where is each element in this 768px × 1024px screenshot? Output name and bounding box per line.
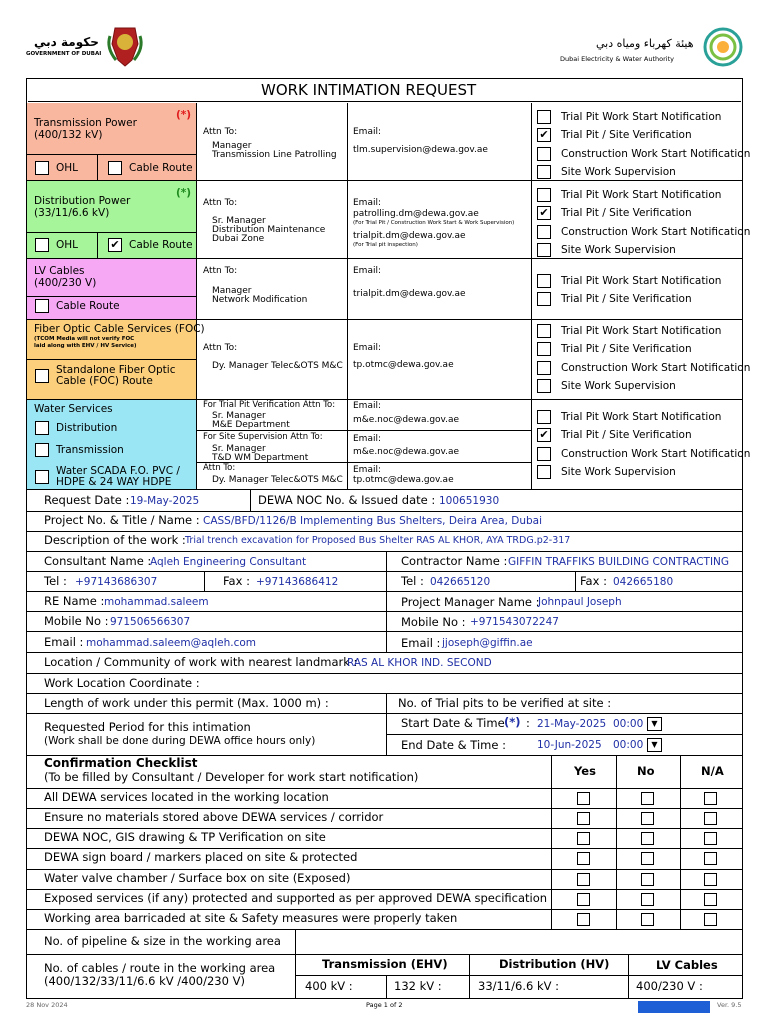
end-date-value[interactable]: 10-Jun-2025 [537,739,602,751]
noc-value[interactable]: 100651930 [439,495,500,507]
transmission-cable-route-checkbox[interactable] [108,161,122,175]
checklist-item-label: Ensure no materials stored above DEWA services / corridor [44,810,384,824]
checklist-na-checkbox[interactable] [704,812,717,825]
lv-attn-line2: Network Modification [212,295,308,305]
checklist-no-checkbox[interactable] [641,832,654,845]
work-desc-label: Description of the work : [44,533,186,547]
end-time-dropdown[interactable] [647,738,662,752]
water-attn2-line2: T&D WM Department [212,453,309,463]
checklist-na-checkbox[interactable] [704,873,717,886]
lv-email: trialpit.dm@dewa.gov.ae [353,289,466,299]
foc-email: tp.otmc@dewa.gov.ae [353,360,454,370]
consultant-label: Consultant Name : [44,554,152,568]
distribution-notif-supervision-checkbox[interactable] [537,243,551,257]
contractor-value[interactable]: GIFFIN TRAFFIKS BUILDING CONTRACTING [508,556,730,568]
consultant-tel-label: Tel : [44,574,67,588]
lv-attn-label: Attn To: [203,266,238,276]
water-notif-site-verification-checkbox[interactable]: ✔ [537,428,551,442]
distribution-attn-line2: Distribution Maintenance [212,225,326,235]
title-bar [28,80,741,102]
distribution-email: patrolling.dm@dewa.gov.ae [353,209,479,219]
checklist-title: Confirmation Checklist [44,756,198,770]
distribution-asterisk: (*) [176,187,192,199]
foc-notif-construction-start: Construction Work Start Notification [561,362,751,374]
lv-voltage: (400/230 V) [34,277,97,289]
foc-notif-construction-start-checkbox[interactable] [537,361,551,375]
lv-cable-route-checkbox[interactable] [35,299,49,313]
pm-value[interactable]: Johnpaul Joseph [538,596,622,608]
checklist-no-checkbox[interactable] [641,913,654,926]
foc-standalone-line1: Standalone Fiber Optic [56,364,176,376]
foc-standalone-checkbox[interactable] [35,369,49,383]
coordinate-label: Work Location Coordinate : [44,676,200,690]
lv-notif-trial-pit-start-checkbox[interactable] [537,274,551,288]
period-label: Requested Period for this intimation [44,720,251,734]
transmission-attn-label: Attn To: [203,127,238,137]
location-label: Location / Community of work with nearest landmark : [44,655,358,669]
distribution-notif-site-verification-checkbox[interactable]: ✔ [537,206,551,220]
contractor-fax-value[interactable]: 042665180 [613,576,674,588]
distribution-notif-construction-start: Construction Work Start Notification [561,226,751,238]
contractor-tel-label: Tel : [401,574,424,588]
transmission-notif-trial-pit-start: Trial Pit Work Start Notification [561,111,722,123]
water-transmission-checkbox[interactable] [35,443,49,457]
contractor-email-label: Email : [401,636,441,650]
dewa-emblem-icon [702,26,744,68]
transmission-voltage: (400/132 kV) [34,129,103,141]
consultant-fax-value[interactable]: +97143686412 [256,576,339,588]
distribution-email-label: Email: [353,198,382,208]
distribution-notif-trial-pit-start-checkbox[interactable] [537,188,551,202]
foc-notif-site-verification: Trial Pit / Site Verification [561,343,692,355]
start-time-dropdown[interactable] [647,717,662,731]
distribution-notif-supervision: Site Work Supervision [561,244,676,256]
location-value[interactable]: RAS AL KHOR IND. SECOND [347,657,492,669]
transmission-notif-construction-start-checkbox[interactable] [537,147,551,161]
checklist-yes-checkbox[interactable] [577,792,590,805]
lv-cable-route-label: Cable Route [56,300,120,312]
distribution-hv-header: Distribution (HV) [499,957,610,971]
consultant-email-value[interactable]: mohammad.saleem@aqleh.com [86,637,256,649]
transmission-notif-trial-pit-start-checkbox[interactable] [537,110,551,124]
water-attn1-line2: M&E Department [212,420,290,430]
contractor-fax-label: Fax : [580,574,607,588]
checklist-no-checkbox[interactable] [641,792,654,805]
length-label: Length of work under this permit (Max. 1000 m) : [44,696,329,710]
transmission-ohl-checkbox[interactable] [35,161,49,175]
chevron-down-icon: ▼ [651,740,658,749]
foc-attn-label: Attn To: [203,343,238,353]
contractor-label: Contractor Name : [401,554,508,568]
checklist-na-checkbox[interactable] [704,792,717,805]
checklist-yes-checkbox[interactable] [577,832,590,845]
water-notif-supervision-checkbox[interactable] [537,465,551,479]
foc-note-line2: laid along with EHV / HV Service) [34,343,137,349]
dewa-logo [556,26,746,72]
checklist-item-label: Water valve chamber / Surface box on site (Exposed) [44,871,351,885]
foc-notif-supervision-checkbox[interactable] [537,379,551,393]
checklist-yes-checkbox[interactable] [577,812,590,825]
gov-logo-arabic: حكومة دبي [34,35,99,49]
footer-page: Page 1 of 2 [366,1001,403,1009]
checklist-yes-checkbox[interactable] [577,913,590,926]
distribution-title: Distribution Power [34,195,131,207]
water-attn2-line1: Sr. Manager [212,444,266,454]
water-attn2-label: For Site Supervision Attn To: [203,432,323,442]
water-attn3-label: Attn To: [203,463,236,473]
consultant-email-label: Email : [44,635,84,649]
government-of-dubai-logo [20,22,155,68]
water-notif-trial-pit-start-checkbox[interactable] [537,410,551,424]
consultant-mobile-label: Mobile No : [44,614,109,628]
water-email3-label: Email: [353,465,382,475]
water-email1-label: Email: [353,401,382,411]
re-name-label: RE Name : [44,594,105,608]
water-attn1-label: For Trial Pit Verification Attn To: [203,400,336,410]
checklist-col-yes: Yes [574,764,596,778]
transmission-cable-route-label: Cable Route [129,162,193,174]
water-scada-line2: HDPE & 24 WAY HDPE [56,476,172,488]
pm-label: Project Manager Name : [401,595,540,609]
re-name-value[interactable]: mohammad.saleem [104,596,209,608]
checklist-na-checkbox[interactable] [704,893,717,906]
foc-standalone-line2: Cable (FOC) Route [56,375,153,387]
cables-label-line1: No. of cables / route in the working area [44,961,276,975]
transmission-notif-site-verification-checkbox[interactable]: ✔ [537,128,551,142]
period-note: (Work shall be done during DEWA office hours only) [44,735,316,747]
water-scada-line1: Water SCADA F.O. PVC / [56,465,180,477]
request-date-label: Request Date : [44,493,130,507]
transmission-title: Transmission Power [34,117,137,129]
foc-attn-line1: Dy. Manager Telec&OTS M&C [212,361,343,371]
end-label: End Date & Time : [401,738,506,752]
foc-title: Fiber Optic Cable Services (FOC) [34,323,205,335]
checklist-na-checkbox[interactable] [704,913,717,926]
distribution-ohl-label: OHL [56,239,79,251]
water-attn3-line1: Dy. Manager Telec&OTS M&C [212,475,343,485]
checklist-no-checkbox[interactable] [641,873,654,886]
water-attn1-line1: Sr. Manager [212,411,266,421]
foc-email-label: Email: [353,343,382,353]
checklist-col-no: No [637,764,655,778]
footer-barcode-bar [638,1001,710,1013]
water-email1: m&e.noc@dewa.gov.ae [353,415,460,425]
work-desc-value[interactable]: Trial trench excavation for Proposed Bus Shelter RAS AL KHOR, AYA TRDG.p2-317 [185,535,571,546]
water-email3: tp.otmc@dewa.gov.ae [353,475,454,485]
consultant-fax-label: Fax : [223,574,250,588]
transmission-asterisk: (*) [176,109,192,121]
chevron-down-icon: ▼ [651,719,658,728]
distribution-notif-construction-start-checkbox[interactable] [537,225,551,239]
distribution-ohl-checkbox[interactable] [35,238,49,252]
kv33-field[interactable]: 33/11/6.6 kV : [478,979,560,993]
water-notif-site-verification: Trial Pit / Site Verification [561,429,692,441]
noc-label: DEWA NOC No. & Issued date : [258,493,436,507]
transmission-ohl-label: OHL [56,162,79,174]
water-notif-construction-start-checkbox[interactable] [537,447,551,461]
checklist-item-label: Working area barricaded at site & Safety measures were properly taken [44,911,458,925]
distribution-attn-line1: Sr. Manager [212,216,266,226]
checklist-col-na: N/A [701,764,724,778]
distribution-email2-note: (For Trial pit inspection) [353,242,418,248]
dewa-logo-arabic: هيئة كهرباء ومياه دبي [596,37,694,50]
distribution-voltage: (33/11/6.6 kV) [34,207,110,219]
checklist-item-label: All DEWA services located in the working location [44,790,329,804]
checklist-no-checkbox[interactable] [641,893,654,906]
cables-label-line2: (400/132/33/11/6.6 kV /400/230 V) [44,974,245,988]
checklist-item-label: DEWA sign board / markers placed on site & protected [44,850,358,864]
gov-logo-english: GOVERNMENT OF DUBAI [26,51,102,57]
water-transmission-label: Transmission [56,444,124,456]
checklist-no-checkbox[interactable] [641,812,654,825]
foc-notif-trial-pit-start: Trial Pit Work Start Notification [561,325,722,337]
form-title: WORK INTIMATION REQUEST [261,81,477,99]
start-time-value[interactable]: 00:00 [613,718,644,730]
water-notif-supervision: Site Work Supervision [561,466,676,478]
lv-notif-trial-pit-start: Trial Pit Work Start Notification [561,275,722,287]
checklist-subtitle: (To be filled by Consultant / Developer for work start notification) [44,770,419,784]
foc-note-line1: (TCOM Media will not verify FOC [34,336,135,342]
transmission-attn-line1: Manager [212,141,252,151]
contractor-email-value[interactable]: jjoseph@giffin.ae [442,637,533,649]
transmission-attn-line2: Transmission Line Patrolling [212,150,337,160]
distribution-email2: trialpit.dm@dewa.gov.ae [353,231,466,241]
transmission-notif-supervision-checkbox[interactable] [537,165,551,179]
checklist-na-checkbox[interactable] [704,852,717,865]
lv-cables-header: LV Cables [656,958,718,972]
distribution-attn-line3: Dubai Zone [212,234,265,244]
transmission-email-label: Email: [353,127,382,137]
foc-notif-site-verification-checkbox[interactable] [537,342,551,356]
distribution-cable-route-checkbox[interactable]: ✔ [108,238,122,252]
footer-version: Ver. 9.5 [717,1001,742,1009]
checklist-item-label: DEWA NOC, GIS drawing & TP Verification on site [44,830,326,844]
transmission-ehv-header: Transmission (EHV) [322,957,448,971]
start-label: Start Date & Time [401,716,505,730]
transmission-notif-site-verification: Trial Pit / Site Verification [561,129,692,141]
water-email2-label: Email: [353,434,382,444]
start-colon: : [526,716,530,730]
project-value[interactable]: CASS/BFD/1126/B Implementing Bus Shelters, Deira Area, Dubai [203,515,542,527]
kv132-field[interactable]: 132 kV : [394,979,442,993]
checklist-yes-checkbox[interactable] [577,893,590,906]
checklist-no-checkbox[interactable] [641,852,654,865]
checklist-yes-checkbox[interactable] [577,852,590,865]
checklist-na-checkbox[interactable] [704,832,717,845]
end-time-value[interactable]: 00:00 [613,739,644,751]
footer-date: 28 Nov 2024 [26,1001,68,1009]
dewa-logo-english: Dubai Electricity & Water Authority [560,55,674,63]
transmission-notif-construction-start: Construction Work Start Notification [561,148,751,160]
lv-notif-site-verification: Trial Pit / Site Verification [561,293,692,305]
water-scada-checkbox[interactable] [35,470,49,484]
lv-notif-site-verification-checkbox[interactable] [537,292,551,306]
water-notif-trial-pit-start: Trial Pit Work Start Notification [561,411,722,423]
kv400-field[interactable]: 400 kV : [305,979,353,993]
lv-title: LV Cables [34,265,85,277]
checklist-yes-checkbox[interactable] [577,873,590,886]
v400-field[interactable]: 400/230 V : [636,979,703,993]
request-date-value[interactable]: 19-May-2025 [130,495,200,507]
water-email2: m&e.noc@dewa.gov.ae [353,447,460,457]
water-notif-construction-start: Construction Work Start Notification [561,448,751,460]
distribution-attn-label: Attn To: [203,198,238,208]
water-distribution-label: Distribution [56,422,118,434]
water-distribution-checkbox[interactable] [35,421,49,435]
contractor-tel-value[interactable]: 042665120 [430,576,491,588]
distribution-notif-site-verification: Trial Pit / Site Verification [561,207,692,219]
foc-notif-supervision: Site Work Supervision [561,380,676,392]
foc-notif-trial-pit-start-checkbox[interactable] [537,324,551,338]
consultant-value[interactable]: Aqleh Engineering Consultant [150,556,307,568]
lv-email-label: Email: [353,266,382,276]
contractor-mobile-value[interactable]: +971543072247 [470,616,559,628]
distribution-cable-route-label: Cable Route [129,239,193,251]
distribution-email-note: (For Trial Pit / Construction Work Start & Work Supervision) [353,220,515,226]
transmission-email: tlm.supervision@dewa.gov.ae [353,145,488,155]
pipeline-label: No. of pipeline & size in the working area [44,934,281,948]
consultant-tel-value[interactable]: +97143686307 [75,576,158,588]
transmission-notif-supervision: Site Work Supervision [561,166,676,178]
start-date-value[interactable]: 21-May-2025 [537,718,607,730]
lv-attn-line1: Manager [212,286,252,296]
checklist-item-label: Exposed services (if any) protected and supported as per approved DEWA specification [44,891,548,905]
project-label: Project No. & Title / Name : [44,513,200,527]
distribution-notif-trial-pit-start: Trial Pit Work Start Notification [561,189,722,201]
contractor-mobile-label: Mobile No : [401,615,466,629]
trial-pits-label: No. of Trial pits to be verified at site : [398,696,612,710]
water-title: Water Services [34,403,113,415]
start-asterisk: (*) [504,715,521,729]
consultant-mobile-value[interactable]: 971506566307 [110,616,191,628]
